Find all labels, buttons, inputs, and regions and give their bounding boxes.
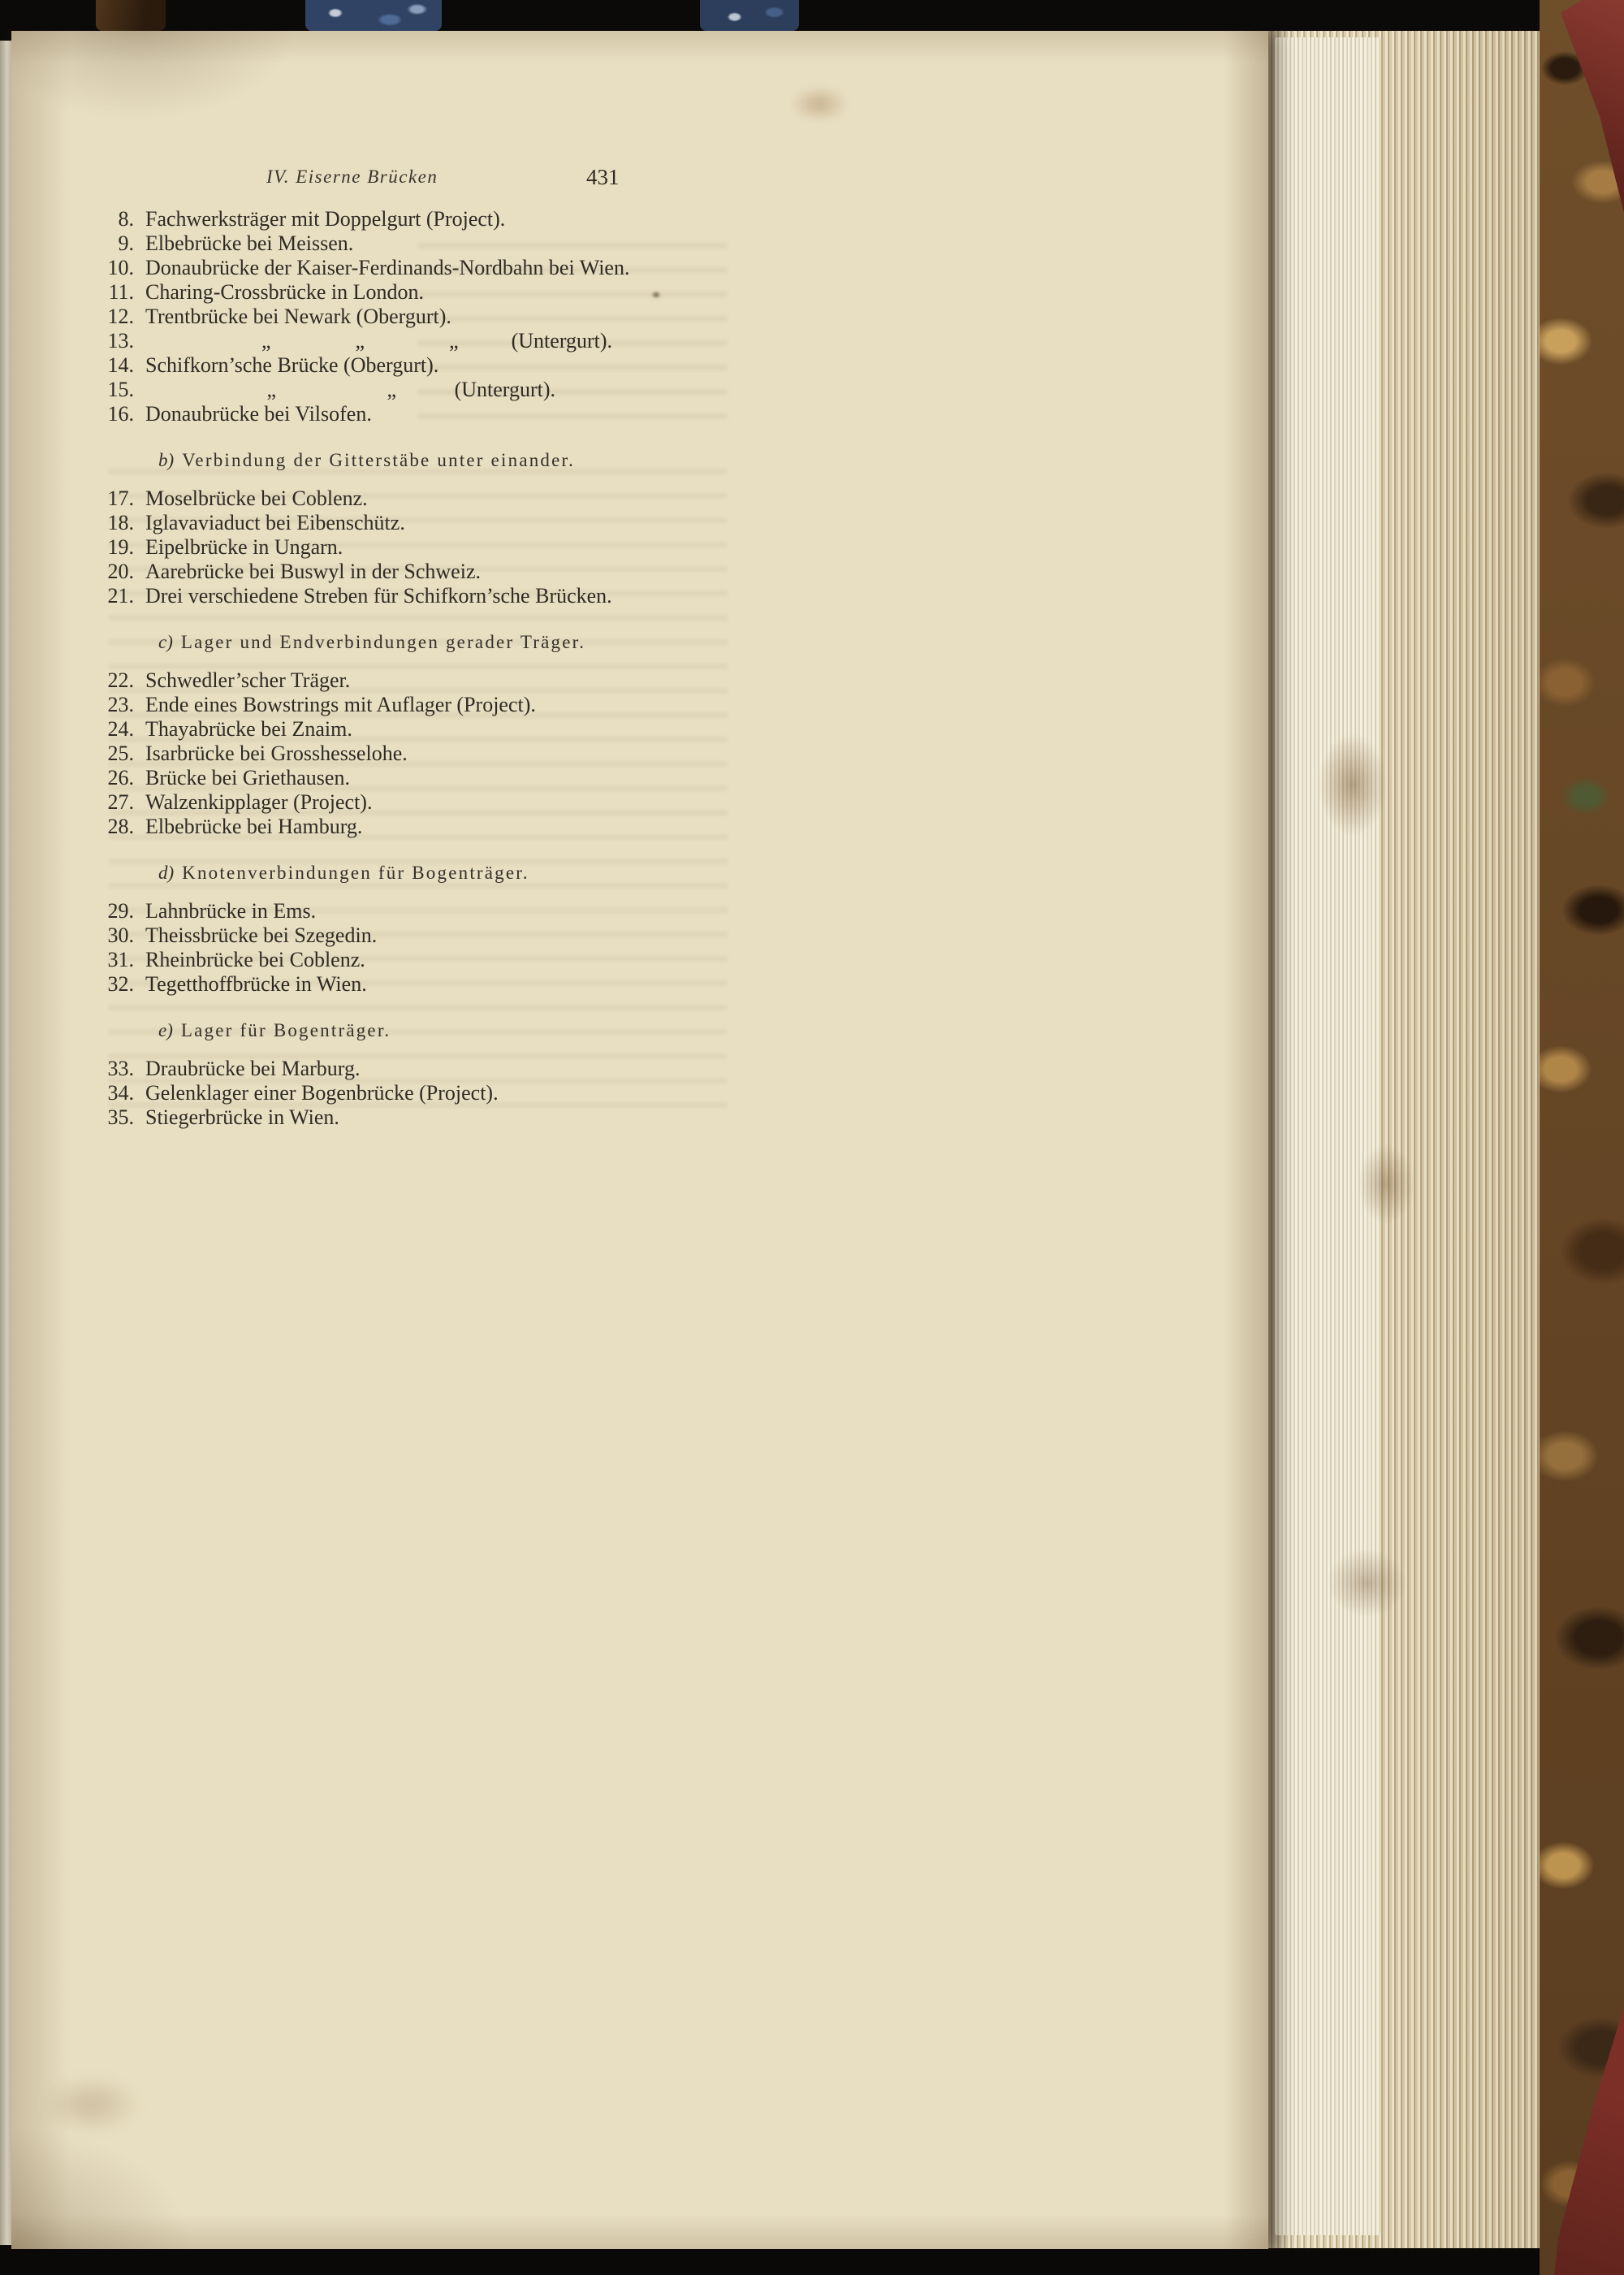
page-stack-edge (1268, 31, 1549, 2248)
running-title: IV. Eiserne Brücken (266, 167, 438, 187)
book-top-edge (0, 0, 1551, 31)
list-item (89, 1105, 690, 1130)
list-item (89, 742, 690, 766)
section-heading (89, 448, 690, 473)
item-number: 28. (107, 815, 134, 838)
item-text: Theissbrücke bei Szegedin. (145, 923, 378, 947)
item-number: 20. (107, 560, 134, 583)
page-number: 431 (586, 165, 620, 189)
item-text: Eipelbrücke in Ungarn. (145, 535, 343, 559)
list-item (89, 511, 690, 535)
item-number: 16. (107, 402, 134, 426)
text-block (89, 165, 690, 1130)
list-item (89, 280, 690, 305)
list-item (89, 923, 690, 948)
list-item (89, 1081, 690, 1105)
item-text: Donaubrücke bei Vilsofen. (145, 402, 372, 426)
item-number: 34. (107, 1081, 134, 1105)
section-heading (89, 1019, 690, 1043)
item-number: 24. (107, 717, 134, 741)
section-letter: b) (158, 450, 175, 470)
item-number: 15. (107, 378, 134, 401)
item-text: Tegetthoffbrücke in Wien. (145, 972, 367, 996)
section-title: Verbindung der Gitterstäbe unter einander. (182, 450, 576, 470)
item-text: Stiegerbrücke in Wien. (145, 1105, 339, 1129)
list-item (89, 353, 690, 378)
page-header (89, 165, 690, 191)
list-item (89, 766, 690, 790)
list-item (89, 329, 690, 353)
section-title: Lager und Endverbindungen gerader Träger. (180, 632, 586, 652)
item-number: 23. (107, 693, 134, 716)
item-text: Lahnbrücke in Ems. (145, 899, 317, 923)
item-text: Brücke bei Griethausen. (145, 766, 350, 789)
item-number: 22. (107, 668, 134, 692)
list-item (89, 693, 690, 717)
item-number: 9. (118, 231, 134, 255)
item-number: 21. (107, 584, 134, 608)
item-number: 32. (107, 972, 134, 996)
item-number: 19. (107, 535, 134, 559)
list-item (89, 305, 690, 329)
item-text: Iglavaviaduct bei Eibenschütz. (145, 511, 405, 534)
item-text: Walzenkipplager (Project). (145, 790, 373, 814)
item-number: 26. (107, 766, 134, 789)
item-number: 11. (108, 280, 134, 304)
item-number: 10. (107, 256, 134, 279)
item-text: Charing-Crossbrücke in London. (145, 280, 425, 304)
item-number: 13. (107, 329, 134, 352)
list-item (89, 560, 690, 584)
item-number: 30. (107, 923, 134, 947)
item-text: Fachwerksträger mit Doppelgurt (Project). (145, 207, 506, 231)
list-item (89, 378, 690, 402)
item-number: 27. (107, 790, 134, 814)
item-text: Aarebrücke bei Buswyl in der Schweiz. (145, 560, 481, 583)
marbled-cover (1540, 0, 1624, 2275)
marbled-fragment (305, 0, 442, 31)
list-item (89, 584, 690, 608)
section-letter: e) (158, 1020, 173, 1040)
list-item (89, 1057, 690, 1081)
marbled-fragment (700, 0, 799, 31)
item-text: Schwedler’scher Träger. (145, 668, 351, 692)
item-text: Elbebrücke bei Hamburg. (145, 815, 363, 838)
item-number: 17. (107, 487, 134, 510)
section-heading (89, 861, 690, 885)
list-item (89, 402, 690, 426)
item-text: Moselbrücke bei Coblenz. (145, 487, 368, 510)
marbled-fragment (96, 0, 166, 31)
section-title: Lager für Bogenträger. (180, 1020, 391, 1040)
item-text: Donaubrücke der Kaiser-Ferdinands-Nordbahn bei Wien. (145, 256, 630, 279)
item-number: 14. (107, 353, 134, 377)
item-text: Trentbrücke bei Newark (Obergurt). (145, 305, 451, 328)
item-text: Ende eines Bowstrings mit Auflager (Project). (145, 693, 536, 716)
item-text: Schifkorn’sche Brücke (Obergurt). (145, 353, 439, 377)
foxing-stain (791, 86, 848, 122)
item-number: 25. (107, 742, 134, 765)
list-sections (89, 207, 690, 1130)
item-text: Gelenklager einer Bogenbrücke (Project). (145, 1081, 499, 1105)
item-number: 29. (107, 899, 134, 923)
item-text: „ „ (Untergurt). (145, 378, 556, 401)
item-number: 18. (107, 511, 134, 534)
list-item (89, 487, 690, 511)
book-page (11, 29, 1268, 2251)
item-text: Thayabrücke bei Znaim. (145, 717, 352, 741)
page-left-edge (0, 41, 11, 2245)
item-number: 33. (107, 1057, 134, 1080)
section-letter: d) (158, 863, 175, 883)
list-item (89, 256, 690, 280)
list-item (89, 717, 690, 742)
foxing-stain (42, 2076, 140, 2133)
list-item (89, 899, 690, 923)
list-item (89, 231, 690, 256)
item-text: Draubrücke bei Marburg. (145, 1057, 361, 1080)
item-number: 35. (107, 1105, 134, 1129)
item-number: 31. (107, 948, 134, 971)
item-number: 8. (118, 207, 134, 231)
list-item (89, 790, 690, 815)
item-text: Elbebrücke bei Meissen. (145, 231, 354, 255)
list-item (89, 972, 690, 997)
list-item (89, 815, 690, 839)
item-number: 12. (107, 305, 134, 328)
section-letter: c) (158, 632, 173, 652)
list-item (89, 668, 690, 693)
item-text: Drei verschiedene Streben für Schifkorn’sche Brücken. (145, 584, 612, 608)
list-item (89, 207, 690, 231)
item-text: „ „ „ (Untergurt). (145, 329, 613, 352)
section-title: Knotenverbindungen für Bogenträger. (182, 863, 529, 883)
book-bottom-edge (0, 2249, 1624, 2275)
item-text: Rheinbrücke bei Coblenz. (145, 948, 365, 971)
list-item (89, 535, 690, 560)
section-heading (89, 630, 690, 655)
list-item (89, 948, 690, 972)
item-text: Isarbrücke bei Grosshesselohe. (145, 742, 408, 765)
